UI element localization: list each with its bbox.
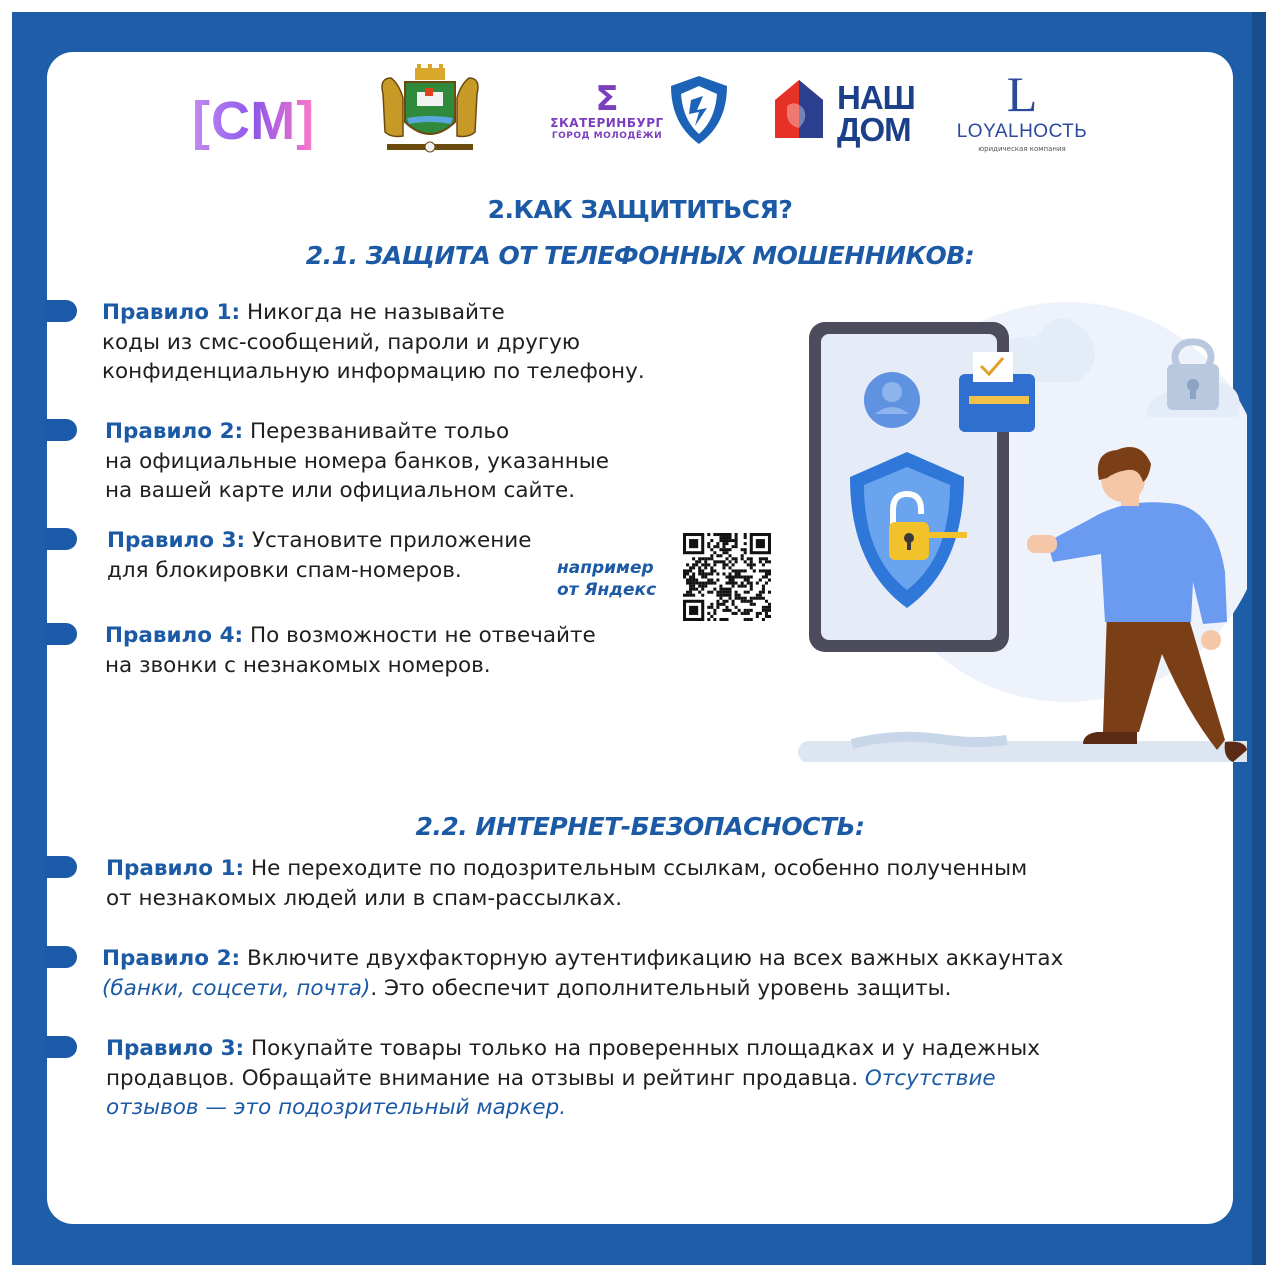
rule-label: Правило 2: [102, 946, 241, 971]
rule-text-line2: коды из смс-сообщений, пароли и другую [102, 329, 580, 355]
rule-bullet [45, 528, 77, 550]
loyalnost-name: LOYALНОСТЬ [956, 121, 1088, 142]
rule-label: Правило 3: [106, 1036, 245, 1061]
rule-text-line2: на официальные номера банков, указанные [105, 448, 609, 474]
internet-rule-3 [106, 1034, 1040, 1123]
phone-rule-2 [105, 417, 609, 506]
rule-label: Правило 1: [102, 300, 241, 325]
internet-rule-2 [102, 944, 1063, 1003]
house-logo-icon [773, 78, 825, 140]
coat-of-arms-icon [377, 64, 483, 154]
rule-text-line2: для блокировки спам-номеров. [107, 557, 462, 583]
example-line1: например [557, 558, 654, 578]
rule-text-line3: на вашей карте или официальном сайте. [105, 478, 576, 503]
ekb-mark: Ʃ [595, 79, 619, 119]
internet-rule-1 [106, 854, 1027, 913]
rule-text-line3: конфиденциальную информацию по телефону. [102, 359, 645, 384]
rule-highlight-line3: отзывов — это подозрительный маркер. [106, 1095, 567, 1120]
ekaterinburg-logo [537, 79, 677, 142]
frame-edge [1252, 12, 1266, 1265]
rule-text-line2: от незнакомых людей или в спам-рассылках. [106, 885, 623, 911]
rule-bullet [45, 419, 77, 441]
loyalnost-mark: L [1006, 66, 1038, 122]
rule-text: Никогда не называйте [240, 300, 505, 325]
example-note [557, 557, 677, 601]
rule-label: Правило 2: [105, 419, 244, 444]
rule-highlight: Отсутствие [864, 1065, 996, 1091]
rule-text: Включите двухфакторную аутентификацию на всех важных аккаунтах [240, 946, 1064, 971]
phone-security-illustration [747, 292, 1247, 762]
rule-text-line2: продавцов. Обращайте внимание на отзывы и рейтинг продавца. [106, 1065, 865, 1091]
shield-logo-icon [667, 74, 731, 146]
nash-dom-line1: НАШ [837, 79, 915, 116]
cm-logo: [СМ] [192, 91, 316, 151]
nash-dom-logo [837, 79, 915, 148]
rule-bullet [45, 1036, 77, 1058]
rule-text: Не переходите по подозрительным ссылкам, особенно полученным [244, 856, 1028, 881]
section1-title: 2.1. ЗАЩИТА ОТ ТЕЛЕФОННЫХ МОШЕННИКОВ: [305, 241, 975, 270]
page-title: 2.КАК ЗАЩИТИТЬСЯ? [487, 195, 793, 224]
nash-dom-line2: ДОМ [837, 111, 911, 148]
phone-rule-1 [102, 298, 645, 387]
rule-label: Правило 4: [105, 623, 244, 648]
rule-highlight: (банки, соцсети, почта) [102, 975, 371, 1001]
rule-bullet [45, 300, 77, 322]
ekb-line2: ГОРОД МОЛОДЁЖИ [551, 131, 663, 141]
section2-title: 2.2. ИНТЕРНЕТ-БЕЗОПАСНОСТЬ: [415, 812, 865, 841]
phone-rule-3 [107, 526, 531, 585]
rule-bullet [45, 946, 77, 968]
rule-label: Правило 3: [107, 528, 246, 553]
rule-text-line2: на звонки с незнакомых номеров. [105, 652, 491, 678]
phone-rule-4 [105, 621, 596, 680]
rule-text: Покупайте товары только на проверенных площадках и у надежных [244, 1036, 1040, 1061]
ekb-line1: ƩКАТЕРИНБУРГ [550, 116, 664, 130]
rule-text: Перезванивайте тольо [243, 419, 510, 444]
loyalnost-subtitle: юридическая компания [978, 145, 1066, 153]
rule-bullet [45, 623, 77, 645]
rule-bullet [45, 856, 77, 878]
rule-text-line2: . Это обеспечит дополнительный уровень защиты. [370, 975, 952, 1001]
content-card [47, 52, 1233, 1224]
rule-text: По возможности не отвечайте [243, 623, 596, 648]
rule-text: Установите приложение [245, 528, 532, 553]
loyalnost-logo [952, 67, 1092, 153]
example-line2: от Яндекс [557, 580, 657, 600]
rule-label: Правило 1: [106, 856, 245, 881]
